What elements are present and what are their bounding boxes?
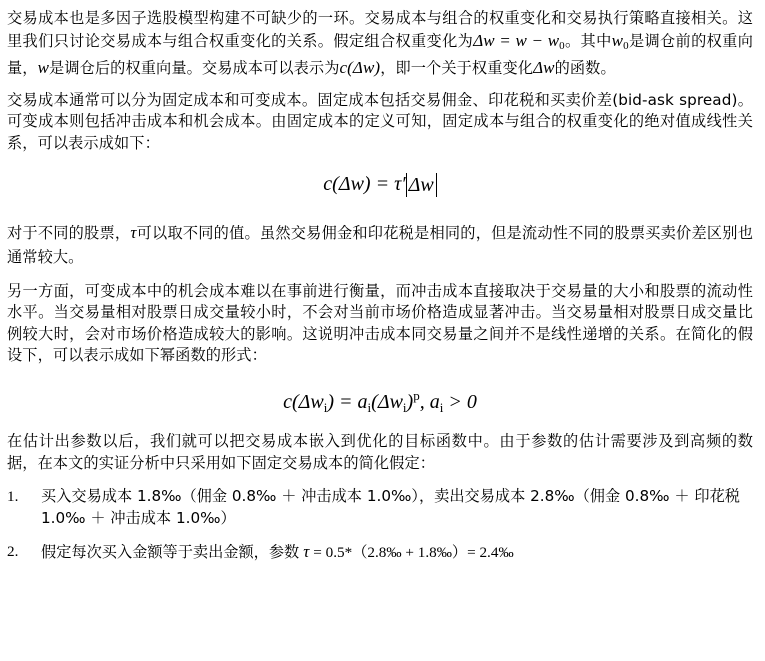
intro-text-2: 。其中 <box>564 31 612 50</box>
paragraph-assumption: 在估计出参数以后，我们就可以把交易成本嵌入到优化的目标函数中。由于参数的估计需要涉及到高频的数据，在本文的实证分析中只采用如下固定交易成本的简化假定： <box>7 431 753 472</box>
list-item-number: 1. <box>7 488 19 506</box>
assumption-list <box>7 486 753 564</box>
math-tau: τ <box>130 222 137 242</box>
intro-text-3: 是调仓前的权重向量， <box>7 31 754 78</box>
math-delta-w-def: Δw = w − w0 <box>473 30 565 52</box>
tau-text-1: 对于不同的股票， <box>7 223 131 242</box>
paragraph-variable-cost: 另一方面，可变成本中的机会成本难以在事前进行衡量，而冲击成本直接取决于交易量的大小和股票的流动性水平。当交易量相对股票日成交量较小时，不会对当前市场价格造成显著冲击。当交易量相对股票日成交量比例较大时，会对市场价格造成较大的影响。这说明冲击成本同交易量之间并不是线性递增的关系。在简化的假设下，可以表示成如下幂函数的形式： <box>7 281 753 365</box>
math-tau: τ <box>303 542 310 562</box>
intro-text-1: 交易成本也是多因子选股模型构建不可缺少的一环。交易成本与组合的权重变化和交易执行策略直接相关。这里我们只讨论交易成本与组合权重变化的关系。假定组合权重变化为 <box>7 9 753 50</box>
math-c-delta-w: c(Δw) <box>339 58 381 78</box>
intro-text-5: ，即一个关于权重变化 <box>380 59 534 78</box>
formula-fixed-cost-abs: Δw <box>406 173 437 197</box>
list-item-number: 2. <box>7 543 19 561</box>
formula-fixed-cost <box>7 169 753 199</box>
formula-impact-cost: $c(\Delta w_i) = a_i(\Delta w_i)^p$, $a_i > 0$ <box>283 387 477 415</box>
intro-text-6: 的函数。 <box>554 59 616 78</box>
paragraph-cost-types: 交易成本通常可以分为固定成本和可变成本。固定成本包括交易佣金、印花税和买卖价差(bid-ask spread)。可变成本则包括冲击成本和机会成本。由固定成本的定义可知，固定成本与组合的权重变化的绝对值成线性关系，可以表示成如下： <box>7 90 753 152</box>
paragraph-tau <box>7 221 753 269</box>
list-item-text-1: 假定每次买入金额等于卖出金额，参数 <box>41 543 300 562</box>
list-item-text: 买入交易成本 1.8‰（佣金 0.8‰ ＋ 冲击成本 1.0‰），卖出交易成本 2.8‰（佣金 0.8‰ ＋ 印花税 1.0‰ ＋ 冲击成本 1.0‰） <box>41 487 740 527</box>
math-w0: w0 <box>611 30 629 52</box>
intro-text-4: 是调仓后的权重向量。交易成本可以表示为 <box>49 59 340 78</box>
list-item-text-2: = 0.5*（2.8‰ + 1.8‰）= 2.4‰ <box>313 544 514 562</box>
list-item <box>7 486 753 529</box>
math-w: w <box>37 58 50 78</box>
math-delta-w: Δw <box>533 58 555 78</box>
paragraph-intro <box>7 8 753 80</box>
list-item <box>7 541 753 564</box>
tau-text-2: 可以取不同的值。虽然交易佣金和印花税是相同的，但是流动性不同的股票买卖价差区别也通常较大。 <box>7 223 753 266</box>
formula-fixed-cost-lhs: c(Δw) = τ′ <box>323 172 406 195</box>
